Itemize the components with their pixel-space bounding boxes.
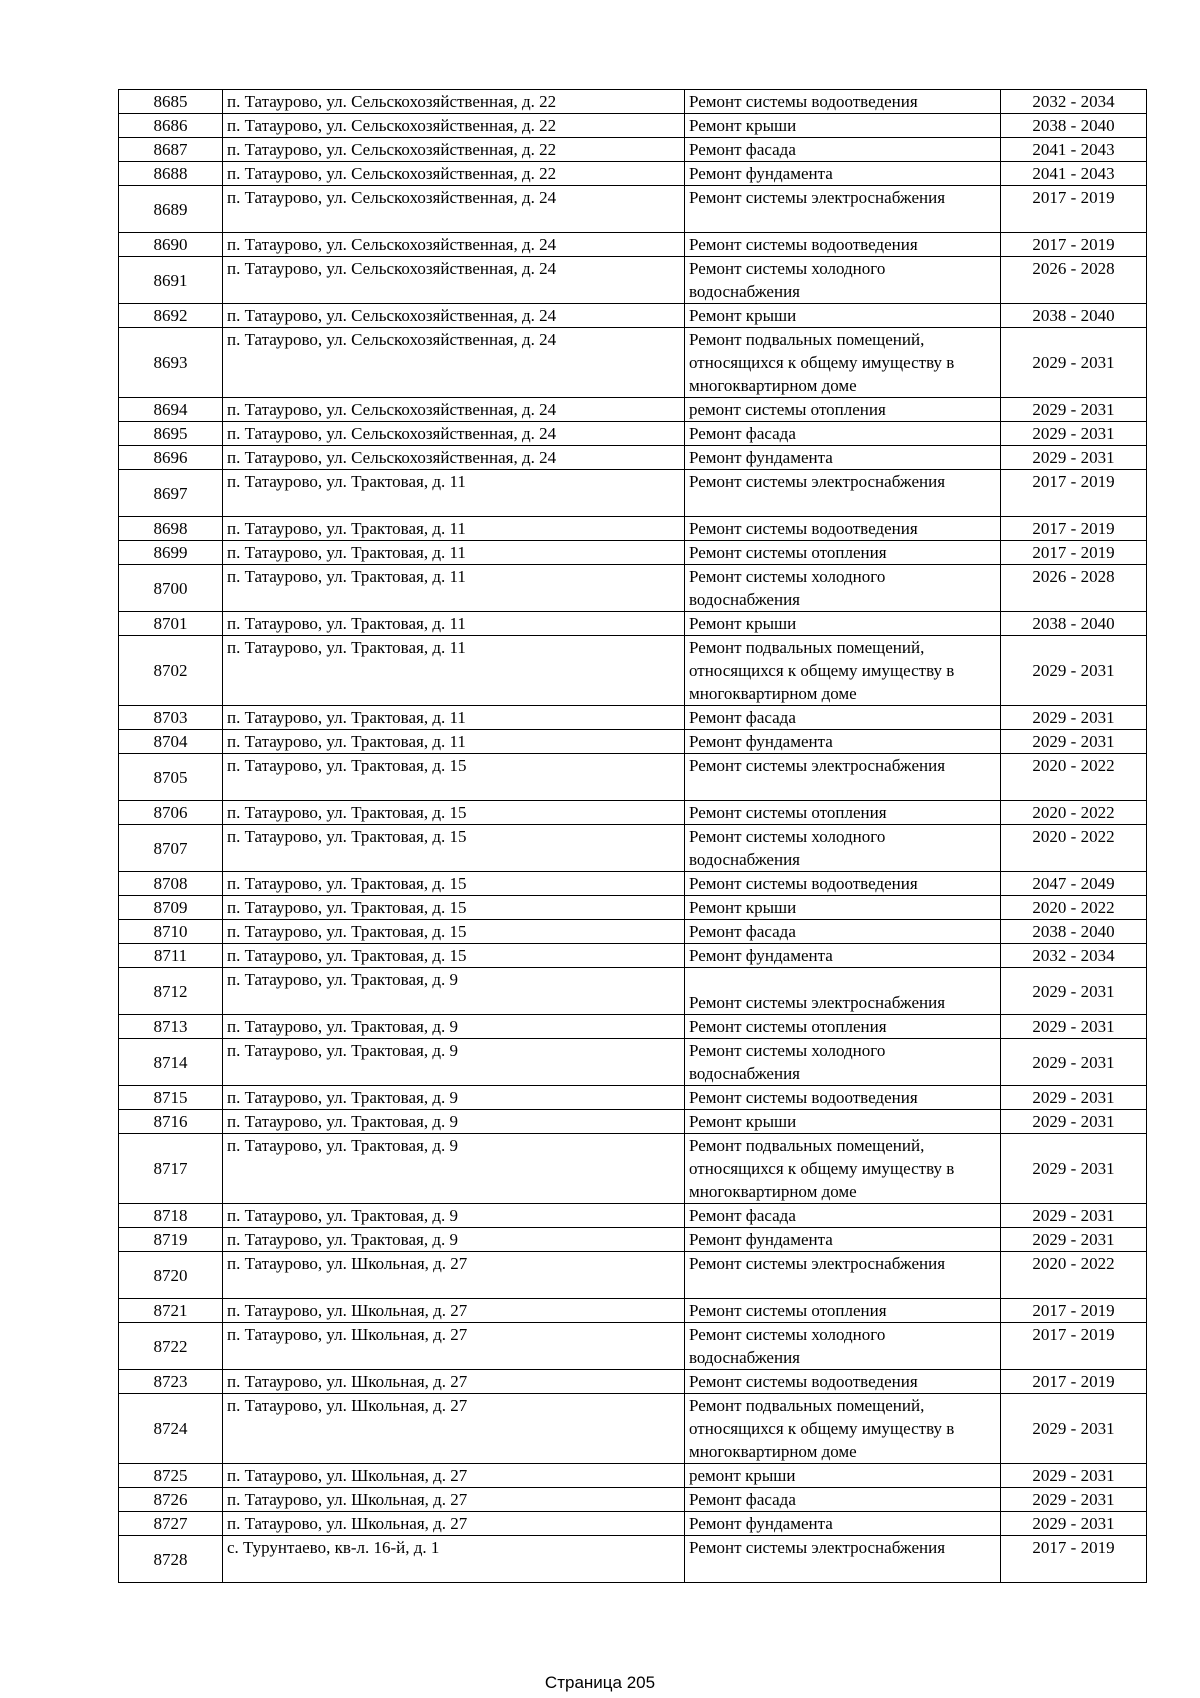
address-cell: п. Татаурово, ул. Сельскохозяйственная, д. 24 xyxy=(223,257,685,304)
address-cell: п. Татаурово, ул. Школьная, д. 27 xyxy=(223,1512,685,1536)
period-cell: 2017 - 2019 xyxy=(1001,541,1147,565)
address-cell: п. Татаурово, ул. Школьная, д. 27 xyxy=(223,1323,685,1370)
period-cell: 2020 - 2022 xyxy=(1001,754,1147,801)
work-type-cell: Ремонт фундамента xyxy=(685,1512,1001,1536)
row-number-cell: 8718 xyxy=(119,1204,223,1228)
table-body xyxy=(119,90,1147,1583)
table-row xyxy=(119,872,1147,896)
address-cell: п. Татаурово, ул. Трактовая, д. 11 xyxy=(223,541,685,565)
address-cell: п. Татаурово, ул. Сельскохозяйственная, д. 24 xyxy=(223,446,685,470)
table-row xyxy=(119,1464,1147,1488)
work-type-cell: Ремонт системы водоотведения xyxy=(685,233,1001,257)
row-number-cell: 8709 xyxy=(119,896,223,920)
address-cell: п. Татаурово, ул. Трактовая, д. 9 xyxy=(223,1015,685,1039)
row-number-cell: 8712 xyxy=(119,968,223,1015)
page-number: Страница 205 xyxy=(544,1673,656,1692)
period-cell: 2029 - 2031 xyxy=(1001,1204,1147,1228)
period-cell: 2047 - 2049 xyxy=(1001,872,1147,896)
address-cell: п. Татаурово, ул. Школьная, д. 27 xyxy=(223,1464,685,1488)
address-cell: п. Татаурово, ул. Школьная, д. 27 xyxy=(223,1252,685,1299)
table-row xyxy=(119,1323,1147,1370)
work-type-cell: Ремонт системы электроснабжения xyxy=(685,1536,1001,1583)
work-type-cell: Ремонт системы водоотведения xyxy=(685,872,1001,896)
row-number-cell: 8722 xyxy=(119,1323,223,1370)
row-number-cell: 8690 xyxy=(119,233,223,257)
work-type-cell: Ремонт фундамента xyxy=(685,1228,1001,1252)
table-row xyxy=(119,944,1147,968)
period-cell: 2029 - 2031 xyxy=(1001,636,1147,706)
address-cell: п. Татаурово, ул. Школьная, д. 27 xyxy=(223,1394,685,1464)
address-cell: п. Татаурово, ул. Сельскохозяйственная, д. 24 xyxy=(223,233,685,257)
work-type-cell: Ремонт фасада xyxy=(685,138,1001,162)
work-type-cell: Ремонт системы отопления xyxy=(685,1015,1001,1039)
period-cell: 2029 - 2031 xyxy=(1001,1512,1147,1536)
row-number-cell: 8687 xyxy=(119,138,223,162)
address-cell: п. Татаурово, ул. Сельскохозяйственная, д. 24 xyxy=(223,186,685,233)
row-number-cell: 8724 xyxy=(119,1394,223,1464)
address-cell: п. Татаурово, ул. Трактовая, д. 9 xyxy=(223,1086,685,1110)
period-cell: 2038 - 2040 xyxy=(1001,304,1147,328)
period-cell: 2029 - 2031 xyxy=(1001,328,1147,398)
address-cell: п. Татаурово, ул. Трактовая, д. 15 xyxy=(223,754,685,801)
row-number-cell: 8706 xyxy=(119,801,223,825)
table-row xyxy=(119,1086,1147,1110)
table-row xyxy=(119,257,1147,304)
table-row xyxy=(119,636,1147,706)
address-cell: п. Татаурово, ул. Сельскохозяйственная, д. 22 xyxy=(223,90,685,114)
row-number-cell: 8710 xyxy=(119,920,223,944)
work-type-cell: Ремонт фасада xyxy=(685,920,1001,944)
address-cell: п. Татаурово, ул. Сельскохозяйственная, д. 24 xyxy=(223,304,685,328)
table-row xyxy=(119,1299,1147,1323)
work-type-cell: Ремонт системы холодного водоснабжения xyxy=(685,257,1001,304)
table-row xyxy=(119,1252,1147,1299)
address-cell: п. Татаурово, ул. Трактовая, д. 11 xyxy=(223,730,685,754)
row-number-cell: 8704 xyxy=(119,730,223,754)
table-row xyxy=(119,968,1147,1015)
address-cell: п. Татаурово, ул. Трактовая, д. 9 xyxy=(223,968,685,1015)
table-row xyxy=(119,754,1147,801)
table-row xyxy=(119,706,1147,730)
work-type-cell: Ремонт системы водоотведения xyxy=(685,90,1001,114)
row-number-cell: 8719 xyxy=(119,1228,223,1252)
row-number-cell: 8685 xyxy=(119,90,223,114)
row-number-cell: 8691 xyxy=(119,257,223,304)
address-cell: п. Татаурово, ул. Трактовая, д. 9 xyxy=(223,1134,685,1204)
address-cell: с. Турунтаево, кв-л. 16-й, д. 1 xyxy=(223,1536,685,1583)
table-row xyxy=(119,801,1147,825)
period-cell: 2029 - 2031 xyxy=(1001,1086,1147,1110)
work-type-cell: Ремонт фундамента xyxy=(685,446,1001,470)
table-row xyxy=(119,1134,1147,1204)
row-number-cell: 8694 xyxy=(119,398,223,422)
row-number-cell: 8686 xyxy=(119,114,223,138)
address-cell: п. Татаурово, ул. Трактовая, д. 9 xyxy=(223,1204,685,1228)
period-cell: 2029 - 2031 xyxy=(1001,1015,1147,1039)
row-number-cell: 8715 xyxy=(119,1086,223,1110)
address-cell: п. Татаурово, ул. Трактовая, д. 15 xyxy=(223,872,685,896)
work-type-cell: Ремонт системы электроснабжения xyxy=(685,968,1001,1015)
row-number-cell: 8689 xyxy=(119,186,223,233)
period-cell: 2020 - 2022 xyxy=(1001,1252,1147,1299)
period-cell: 2029 - 2031 xyxy=(1001,1134,1147,1204)
row-number-cell: 8695 xyxy=(119,422,223,446)
work-type-cell: Ремонт подвальных помещений, относящихся к общему имуществу в многоквартирном доме xyxy=(685,1134,1001,1204)
table-row xyxy=(119,186,1147,233)
address-cell: п. Татаурово, ул. Сельскохозяйственная, д. 24 xyxy=(223,328,685,398)
work-type-cell: Ремонт фундамента xyxy=(685,944,1001,968)
period-cell: 2038 - 2040 xyxy=(1001,114,1147,138)
row-number-cell: 8721 xyxy=(119,1299,223,1323)
work-type-cell: ремонт системы отопления xyxy=(685,398,1001,422)
row-number-cell: 8692 xyxy=(119,304,223,328)
table-row xyxy=(119,90,1147,114)
period-cell: 2038 - 2040 xyxy=(1001,920,1147,944)
period-cell: 2017 - 2019 xyxy=(1001,470,1147,517)
work-type-cell: Ремонт системы отопления xyxy=(685,1299,1001,1323)
period-cell: 2026 - 2028 xyxy=(1001,565,1147,612)
table-row xyxy=(119,517,1147,541)
row-number-cell: 8700 xyxy=(119,565,223,612)
period-cell: 2029 - 2031 xyxy=(1001,1488,1147,1512)
table-row xyxy=(119,1512,1147,1536)
work-schedule-table xyxy=(118,89,1147,1583)
address-cell: п. Татаурово, ул. Трактовая, д. 11 xyxy=(223,565,685,612)
work-type-cell: Ремонт крыши xyxy=(685,612,1001,636)
period-cell: 2032 - 2034 xyxy=(1001,90,1147,114)
row-number-cell: 8717 xyxy=(119,1134,223,1204)
period-cell: 2017 - 2019 xyxy=(1001,1299,1147,1323)
address-cell: п. Татаурово, ул. Трактовая, д. 15 xyxy=(223,944,685,968)
period-cell: 2020 - 2022 xyxy=(1001,801,1147,825)
period-cell: 2029 - 2031 xyxy=(1001,446,1147,470)
row-number-cell: 8693 xyxy=(119,328,223,398)
row-number-cell: 8708 xyxy=(119,872,223,896)
table-row xyxy=(119,1204,1147,1228)
work-type-cell: Ремонт крыши xyxy=(685,1110,1001,1134)
period-cell: 2029 - 2031 xyxy=(1001,706,1147,730)
table-row xyxy=(119,304,1147,328)
table-row xyxy=(119,565,1147,612)
table-row xyxy=(119,162,1147,186)
period-cell: 2017 - 2019 xyxy=(1001,1323,1147,1370)
work-type-cell: Ремонт системы холодного водоснабжения xyxy=(685,565,1001,612)
work-type-cell: Ремонт системы электроснабжения xyxy=(685,754,1001,801)
work-type-cell: Ремонт системы водоотведения xyxy=(685,1086,1001,1110)
work-type-cell: Ремонт фундамента xyxy=(685,730,1001,754)
period-cell: 2017 - 2019 xyxy=(1001,1536,1147,1583)
work-type-cell: Ремонт крыши xyxy=(685,114,1001,138)
table-row xyxy=(119,920,1147,944)
address-cell: п. Татаурово, ул. Сельскохозяйственная, д. 22 xyxy=(223,162,685,186)
address-cell: п. Татаурово, ул. Школьная, д. 27 xyxy=(223,1299,685,1323)
period-cell: 2041 - 2043 xyxy=(1001,162,1147,186)
address-cell: п. Татаурово, ул. Трактовая, д. 9 xyxy=(223,1039,685,1086)
table-row xyxy=(119,1488,1147,1512)
period-cell: 2029 - 2031 xyxy=(1001,730,1147,754)
table-row xyxy=(119,233,1147,257)
work-type-cell: Ремонт системы отопления xyxy=(685,801,1001,825)
period-cell: 2020 - 2022 xyxy=(1001,896,1147,920)
work-type-cell: Ремонт системы холодного водоснабжения xyxy=(685,1039,1001,1086)
work-type-cell: Ремонт подвальных помещений, относящихся к общему имуществу в многоквартирном доме xyxy=(685,636,1001,706)
period-cell: 2017 - 2019 xyxy=(1001,517,1147,541)
work-type-cell: Ремонт системы водоотведения xyxy=(685,517,1001,541)
table-row xyxy=(119,1039,1147,1086)
period-cell: 2041 - 2043 xyxy=(1001,138,1147,162)
work-type-cell: Ремонт фасада xyxy=(685,706,1001,730)
work-type-cell: Ремонт системы электроснабжения xyxy=(685,186,1001,233)
period-cell: 2038 - 2040 xyxy=(1001,612,1147,636)
address-cell: п. Татаурово, ул. Трактовая, д. 11 xyxy=(223,517,685,541)
address-cell: п. Татаурово, ул. Трактовая, д. 11 xyxy=(223,612,685,636)
table-row xyxy=(119,422,1147,446)
work-type-cell: Ремонт крыши xyxy=(685,896,1001,920)
row-number-cell: 8703 xyxy=(119,706,223,730)
work-type-cell: Ремонт системы холодного водоснабжения xyxy=(685,1323,1001,1370)
work-type-cell: Ремонт системы электроснабжения xyxy=(685,1252,1001,1299)
row-number-cell: 8701 xyxy=(119,612,223,636)
row-number-cell: 8698 xyxy=(119,517,223,541)
period-cell: 2029 - 2031 xyxy=(1001,1039,1147,1086)
address-cell: п. Татаурово, ул. Трактовая, д. 11 xyxy=(223,706,685,730)
address-cell: п. Татаурово, ул. Трактовая, д. 15 xyxy=(223,801,685,825)
period-cell: 2029 - 2031 xyxy=(1001,1464,1147,1488)
row-number-cell: 8688 xyxy=(119,162,223,186)
period-cell: 2020 - 2022 xyxy=(1001,825,1147,872)
address-cell: п. Татаурово, ул. Сельскохозяйственная, д. 24 xyxy=(223,422,685,446)
work-type-cell: Ремонт подвальных помещений, относящихся к общему имуществу в многоквартирном доме xyxy=(685,328,1001,398)
row-number-cell: 8711 xyxy=(119,944,223,968)
work-type-cell: Ремонт системы электроснабжения xyxy=(685,470,1001,517)
table-row xyxy=(119,446,1147,470)
address-cell: п. Татаурово, ул. Трактовая, д. 11 xyxy=(223,470,685,517)
row-number-cell: 8713 xyxy=(119,1015,223,1039)
period-cell: 2017 - 2019 xyxy=(1001,233,1147,257)
row-number-cell: 8716 xyxy=(119,1110,223,1134)
table-row xyxy=(119,138,1147,162)
work-type-cell: ремонт крыши xyxy=(685,1464,1001,1488)
table-row xyxy=(119,398,1147,422)
row-number-cell: 8725 xyxy=(119,1464,223,1488)
address-cell: п. Татаурово, ул. Сельскохозяйственная, д. 22 xyxy=(223,138,685,162)
row-number-cell: 8726 xyxy=(119,1488,223,1512)
address-cell: п. Татаурово, ул. Трактовая, д. 15 xyxy=(223,825,685,872)
period-cell: 2029 - 2031 xyxy=(1001,398,1147,422)
row-number-cell: 8702 xyxy=(119,636,223,706)
address-cell: п. Татаурово, ул. Трактовая, д. 15 xyxy=(223,920,685,944)
row-number-cell: 8699 xyxy=(119,541,223,565)
address-cell: п. Татаурово, ул. Трактовая, д. 9 xyxy=(223,1228,685,1252)
table-row xyxy=(119,825,1147,872)
address-cell: п. Татаурово, ул. Трактовая, д. 9 xyxy=(223,1110,685,1134)
period-cell: 2029 - 2031 xyxy=(1001,1394,1147,1464)
address-cell: п. Татаурово, ул. Школьная, д. 27 xyxy=(223,1370,685,1394)
work-type-cell: Ремонт системы водоотведения xyxy=(685,1370,1001,1394)
work-type-cell: Ремонт фасада xyxy=(685,422,1001,446)
table-row xyxy=(119,470,1147,517)
row-number-cell: 8728 xyxy=(119,1536,223,1583)
table-row xyxy=(119,1015,1147,1039)
work-type-cell: Ремонт фасада xyxy=(685,1488,1001,1512)
table-row xyxy=(119,114,1147,138)
address-cell: п. Татаурово, ул. Сельскохозяйственная, д. 22 xyxy=(223,114,685,138)
period-cell: 2029 - 2031 xyxy=(1001,968,1147,1015)
table-row xyxy=(119,612,1147,636)
address-cell: п. Татаурово, ул. Сельскохозяйственная, д. 24 xyxy=(223,398,685,422)
address-cell: п. Татаурово, ул. Трактовая, д. 11 xyxy=(223,636,685,706)
work-type-cell: Ремонт фундамента xyxy=(685,162,1001,186)
table-row xyxy=(119,896,1147,920)
row-number-cell: 8697 xyxy=(119,470,223,517)
period-cell: 2032 - 2034 xyxy=(1001,944,1147,968)
row-number-cell: 8707 xyxy=(119,825,223,872)
table-row xyxy=(119,1110,1147,1134)
period-cell: 2026 - 2028 xyxy=(1001,257,1147,304)
row-number-cell: 8714 xyxy=(119,1039,223,1086)
table-row xyxy=(119,1228,1147,1252)
row-number-cell: 8720 xyxy=(119,1252,223,1299)
row-number-cell: 8727 xyxy=(119,1512,223,1536)
work-type-cell: Ремонт системы отопления xyxy=(685,541,1001,565)
period-cell: 2029 - 2031 xyxy=(1001,1228,1147,1252)
row-number-cell: 8705 xyxy=(119,754,223,801)
table-row xyxy=(119,328,1147,398)
period-cell: 2029 - 2031 xyxy=(1001,422,1147,446)
period-cell: 2017 - 2019 xyxy=(1001,1370,1147,1394)
table-row xyxy=(119,1394,1147,1464)
table-row xyxy=(119,541,1147,565)
period-cell: 2029 - 2031 xyxy=(1001,1110,1147,1134)
row-number-cell: 8696 xyxy=(119,446,223,470)
work-type-cell: Ремонт подвальных помещений, относящихся к общему имуществу в многоквартирном доме xyxy=(685,1394,1001,1464)
table-row xyxy=(119,1536,1147,1583)
period-cell: 2017 - 2019 xyxy=(1001,186,1147,233)
table-row xyxy=(119,1370,1147,1394)
work-type-cell: Ремонт крыши xyxy=(685,304,1001,328)
work-type-cell: Ремонт фасада xyxy=(685,1204,1001,1228)
table-row xyxy=(119,730,1147,754)
address-cell: п. Татаурово, ул. Трактовая, д. 15 xyxy=(223,896,685,920)
row-number-cell: 8723 xyxy=(119,1370,223,1394)
work-type-cell: Ремонт системы холодного водоснабжения xyxy=(685,825,1001,872)
address-cell: п. Татаурово, ул. Школьная, д. 27 xyxy=(223,1488,685,1512)
